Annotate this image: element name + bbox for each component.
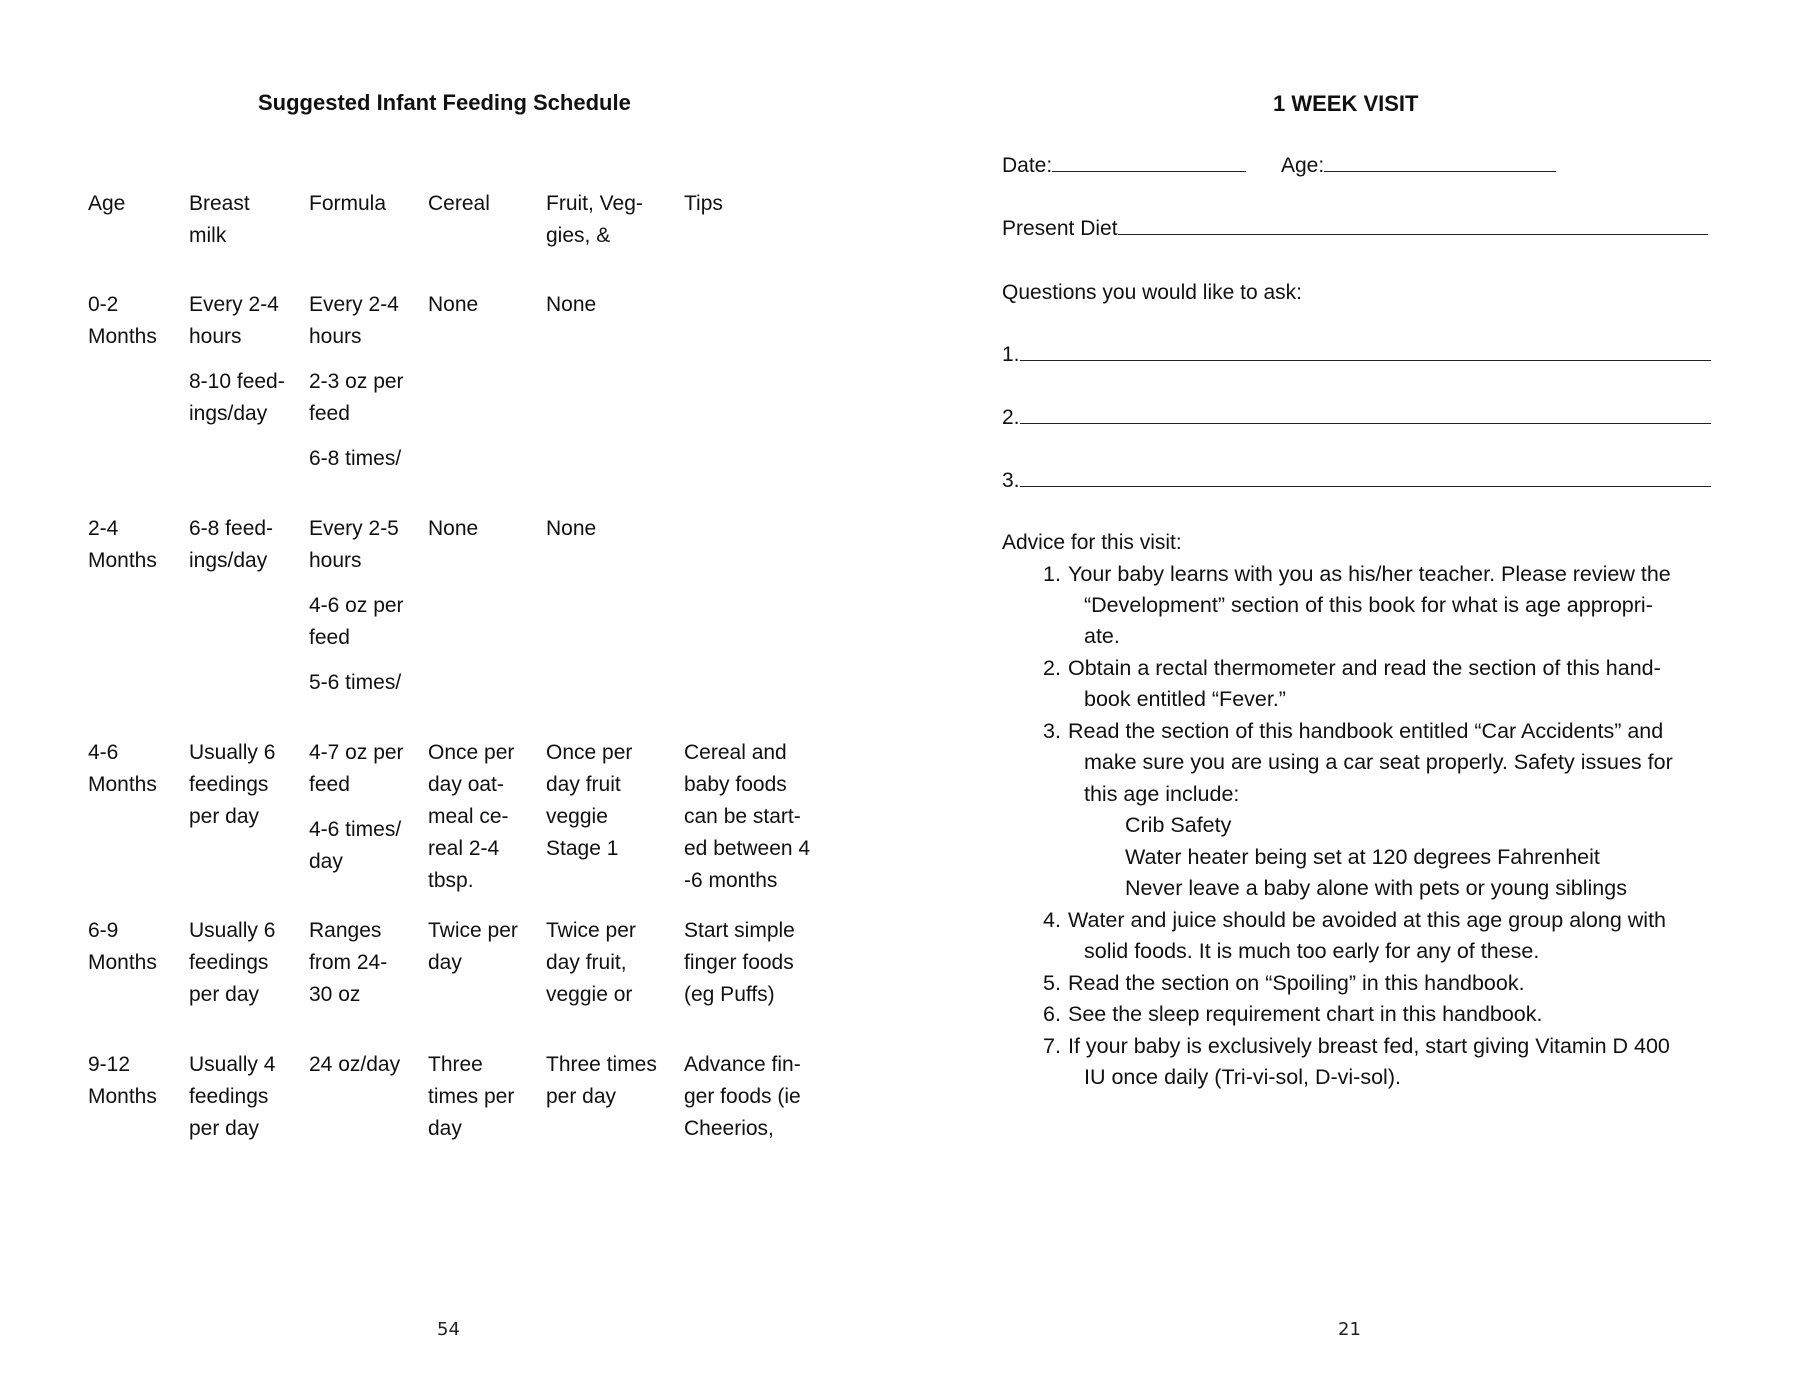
age-blank-line[interactable] (1324, 153, 1556, 172)
cell-line: day (428, 951, 462, 974)
advice-item-number: 4. (1043, 908, 1061, 932)
cell-line: Once per (546, 741, 633, 764)
question-number: 1. (1002, 343, 1020, 366)
header-line: milk (189, 224, 227, 247)
cell-line: tbsp. (428, 869, 474, 892)
present-diet-label: Present Diet (1002, 217, 1118, 240)
cell-line: 4-6 oz per (309, 594, 404, 617)
cell-line: None (546, 517, 597, 540)
column-header-breast-milk (189, 188, 250, 252)
cell-line: -6 months (684, 869, 778, 892)
advice-item-text: Your baby learns with you as his/her teacher. Please review the (1068, 562, 1671, 586)
cell-formula (309, 513, 399, 577)
question-number: 2. (1002, 406, 1020, 429)
question-field-2[interactable] (1002, 402, 1711, 434)
cell-tips (684, 737, 810, 897)
cell-fruit-veggies (546, 1049, 657, 1113)
column-header-formula (309, 188, 386, 220)
cell-line: feed (309, 773, 350, 796)
advice-item-text: book entitled “Fever.” (1084, 687, 1286, 711)
cell-line: feedings (189, 951, 269, 974)
cell-breast-milk (189, 513, 273, 577)
cell-line: veggie (546, 805, 608, 828)
cell-formula (309, 915, 387, 1011)
cell-line: Three (428, 1053, 483, 1076)
cell-line: None (428, 293, 479, 316)
cell-age (88, 1049, 157, 1113)
cell-line: 8-10 feed- (189, 370, 285, 393)
header-line: Age (88, 192, 126, 215)
cell-cereal (428, 737, 514, 897)
cell-line: 24 oz/day (309, 1053, 401, 1076)
date-blank-line[interactable] (1052, 153, 1246, 172)
advice-item-text: IU once daily (Tri-vi-sol, D-vi-sol). (1084, 1065, 1401, 1089)
advice-item-text: make sure you are using a car seat properly. Safety issues for (1084, 750, 1673, 774)
cell-formula (309, 814, 401, 878)
advice-item-text: Water and juice should be avoided at this age group along with (1068, 908, 1667, 932)
page-title: 1 WEEK VISIT (1273, 91, 1419, 116)
present-diet-field[interactable] (1002, 213, 1708, 245)
cell-line: meal ce- (428, 805, 509, 828)
question-number: 3. (1002, 469, 1020, 492)
page-number: 54 (437, 1319, 460, 1340)
page-number: 21 (1338, 1319, 1361, 1340)
cell-line: hours (189, 325, 242, 348)
cell-tips (684, 1049, 801, 1145)
cell-line: hours (309, 325, 362, 348)
cell-line: Usually 4 (189, 1053, 276, 1076)
cell-line: Cereal and (684, 741, 787, 764)
cell-line: per day (189, 983, 260, 1006)
cell-line: feedings (189, 773, 269, 796)
cell-formula (309, 1049, 400, 1081)
advice-item-number: 5. (1043, 971, 1061, 995)
column-header-age (88, 188, 125, 220)
cell-breast-milk (189, 289, 279, 353)
cell-line: day oat- (428, 773, 504, 796)
cell-line: Once per (428, 741, 515, 764)
cell-line: 6-8 feed- (189, 517, 274, 540)
present-diet-blank-line[interactable] (1118, 216, 1708, 235)
cell-fruit-veggies (546, 513, 596, 545)
cell-breast-milk (189, 1049, 275, 1145)
question-blank-line[interactable] (1020, 342, 1711, 361)
cell-cereal (428, 1049, 514, 1145)
age-label: Age: (1281, 154, 1325, 177)
cell-line: from 24- (309, 951, 388, 974)
cell-line: 9-12 (88, 1053, 131, 1076)
cell-line: 30 oz (309, 983, 361, 1006)
cell-line: (eg Puffs) (684, 983, 775, 1006)
cell-line: Usually 6 (189, 919, 276, 942)
cell-line: times per (428, 1085, 515, 1108)
cell-line: hours (309, 549, 362, 572)
cell-line: can be start- (684, 805, 801, 828)
advice-item-text: See the sleep requirement chart in this handbook. (1068, 1002, 1543, 1026)
safety-sub-item: Crib Safety (1125, 813, 1232, 837)
cell-line: Months (88, 325, 157, 348)
advice-item-text: this age include: (1084, 782, 1240, 806)
column-header-cereal (428, 188, 490, 220)
header-line: Fruit, Veg- (546, 192, 643, 215)
advice-item-text: solid foods. It is much too early for any of these. (1084, 939, 1540, 963)
advice-item-text: If your baby is exclusively breast fed, start giving Vitamin D 400 (1068, 1034, 1670, 1058)
cell-line: Twice per (428, 919, 518, 942)
questions-label: Questions you would like to ask: (1002, 281, 1302, 304)
advice-label: Advice for this visit: (1002, 531, 1182, 554)
cell-line: Every 2-5 (309, 517, 399, 540)
header-line: Breast (189, 192, 250, 215)
cell-age (88, 737, 157, 801)
cell-line: ings/day (189, 549, 268, 572)
cell-fruit-veggies (546, 737, 632, 865)
column-header-tips (684, 188, 723, 220)
cell-line: per day (189, 1117, 260, 1140)
header-line: Cereal (428, 192, 490, 215)
advice-item-text: Read the section of this handbook entitled “Car Accidents” and (1068, 719, 1664, 743)
advice-item-text: “Development” section of this book for what is age appropri- (1084, 593, 1653, 617)
advice-item-number: 6. (1043, 1002, 1061, 1026)
right-page-1-week-visit (900, 0, 1800, 1391)
cell-line: Ranges (309, 919, 382, 942)
cell-line: veggie or (546, 983, 633, 1006)
cell-line: Start simple (684, 919, 795, 942)
cell-line: Months (88, 549, 157, 572)
age-field[interactable] (1281, 150, 1556, 182)
cell-line: real 2-4 (428, 837, 500, 860)
advice-item-number: 3. (1043, 719, 1061, 743)
cell-tips (684, 915, 795, 1011)
date-label: Date: (1002, 154, 1053, 177)
advice-item-number: 1. (1043, 562, 1061, 586)
cell-formula (309, 366, 404, 430)
page-title: Suggested Infant Feeding Schedule (258, 90, 631, 115)
cell-line: None (428, 517, 479, 540)
cell-formula (309, 737, 404, 801)
advice-item-number: 2. (1043, 656, 1061, 680)
cell-line: Months (88, 773, 157, 796)
header-line: Tips (684, 192, 723, 215)
advice-item-text: Read the section on “Spoiling” in this handbook. (1068, 971, 1525, 995)
cell-breast-milk (189, 366, 285, 430)
cell-line: 6-8 times/ (309, 447, 402, 470)
cell-line: per day (189, 805, 260, 828)
cell-breast-milk (189, 915, 275, 1011)
cell-line: ger foods (ie (684, 1085, 801, 1108)
cell-line: Three times (546, 1053, 657, 1076)
cell-age (88, 289, 157, 353)
column-header-fruit-veggies (546, 188, 643, 252)
cell-line: finger foods (684, 951, 794, 974)
date-field[interactable] (1002, 150, 1246, 182)
cell-line: Cheerios, (684, 1117, 774, 1140)
advice-item-text: Obtain a rectal thermometer and read the section of this hand- (1068, 656, 1661, 680)
cell-cereal (428, 289, 478, 321)
safety-sub-item: Never leave a baby alone with pets or young siblings (1125, 876, 1627, 900)
cell-fruit-veggies (546, 915, 636, 1011)
cell-line: ings/day (189, 402, 268, 425)
cell-line: Every 2-4 (189, 293, 279, 316)
cell-line: Every 2-4 (309, 293, 399, 316)
question-field-3[interactable] (1002, 465, 1711, 497)
cell-line: feed (309, 626, 350, 649)
cell-line: 6-9 (88, 919, 119, 942)
cell-cereal (428, 513, 478, 545)
question-blank-line[interactable] (1020, 405, 1711, 424)
header-line: gies, & (546, 224, 611, 247)
cell-age (88, 915, 157, 979)
cell-line: day fruit, (546, 951, 627, 974)
advice-item-text: ate. (1084, 624, 1120, 648)
cell-fruit-veggies (546, 289, 596, 321)
safety-sub-item: Water heater being set at 120 degrees Fahrenheit (1125, 845, 1600, 869)
cell-line: Advance fin- (684, 1053, 801, 1076)
cell-line: None (546, 293, 597, 316)
cell-formula (309, 289, 399, 353)
cell-line: feed (309, 402, 350, 425)
cell-line: day (309, 850, 343, 873)
cell-line: 4-7 oz per (309, 741, 404, 764)
cell-line: 0-2 (88, 293, 119, 316)
question-field-1[interactable] (1002, 339, 1711, 371)
cell-line: per day (546, 1085, 617, 1108)
cell-line: baby foods (684, 773, 787, 796)
question-blank-line[interactable] (1020, 468, 1711, 487)
cell-line: day (428, 1117, 462, 1140)
cell-line: 4-6 times/ (309, 818, 402, 841)
cell-line: 2-4 (88, 517, 119, 540)
cell-formula (309, 667, 401, 699)
cell-age (88, 513, 157, 577)
header-line: Formula (309, 192, 387, 215)
cell-line: Stage 1 (546, 837, 619, 860)
cell-line: Months (88, 951, 157, 974)
cell-line: Months (88, 1085, 157, 1108)
cell-cereal (428, 915, 518, 979)
cell-line: day fruit (546, 773, 621, 796)
cell-line: Twice per (546, 919, 636, 942)
cell-line: 2-3 oz per (309, 370, 404, 393)
cell-line: feedings (189, 1085, 269, 1108)
cell-breast-milk (189, 737, 275, 833)
cell-line: 5-6 times/ (309, 671, 402, 694)
cell-line: Usually 6 (189, 741, 276, 764)
cell-formula (309, 443, 401, 475)
advice-item-number: 7. (1043, 1034, 1061, 1058)
cell-line: ed between 4 (684, 837, 811, 860)
cell-formula (309, 590, 404, 654)
cell-line: 4-6 (88, 741, 119, 764)
